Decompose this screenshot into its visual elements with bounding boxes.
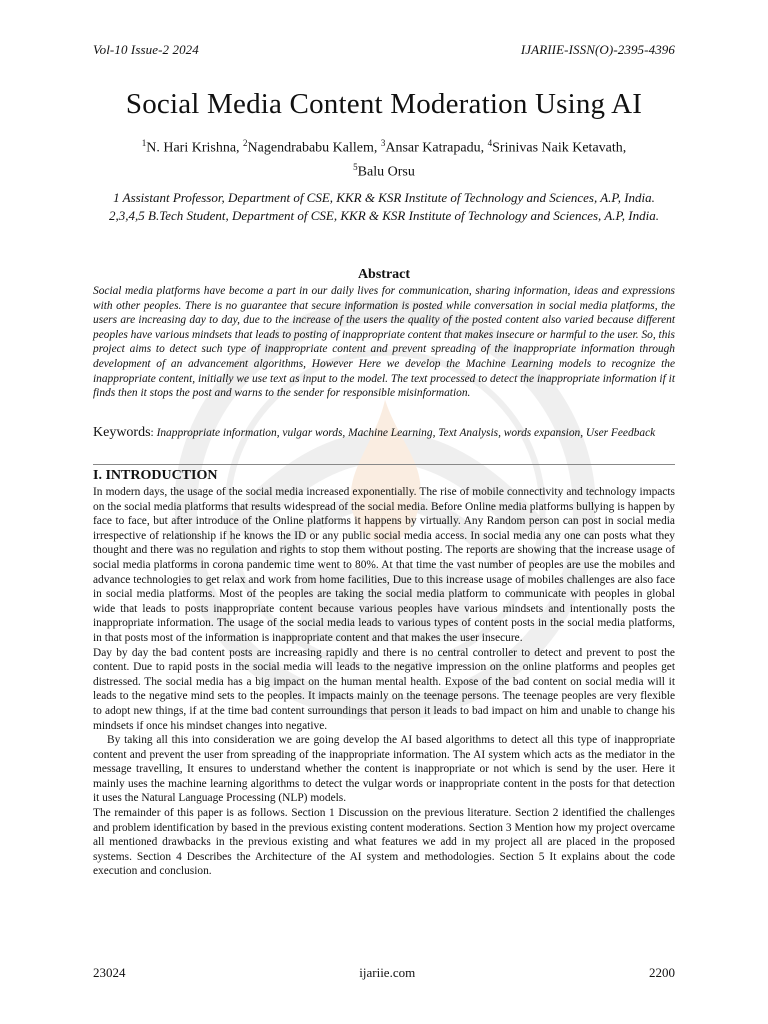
- author-5-name: Balu Orsu: [357, 164, 415, 180]
- footer-site: ijariie.com: [359, 965, 416, 980]
- intro-paragraph-4: The remainder of this paper is as follows. Section 1 Discussion on the previous literature. Section 2 identified the challenges and problem identification by based in the previous existing content moderations. Section 3 Mention how my project overcame all mentioned drawbacks in the previous existing and what features we add in my project all are placed in the proposed systems. Section 4 Describes the Architecture of the AI system and methodologies. Section 5 It explains about the code execution and conclusion.: [93, 807, 675, 878]
- keywords: [93, 426, 675, 441]
- author-2-superscript: 2: [243, 138, 248, 148]
- keywords-label: Keywords: [93, 425, 151, 440]
- intro-paragraph-1: In modern days, the usage of the social media increased exponentially. The rise of mobile connectivity and technology impacts on the social media platforms that results widespread of the social media. Before Online media platforms bullying is happen by face to face, but after introduce of the Online platforms it happens by virtually. Any Random person can post in social media irrespective of relationship if he knows the ID or any public social media access. In social media any one can posts what they thought and there was no regulation and rights to stop them without posting. The reports are showing that the increase usage of social media platforms in corona pandemic time went to 80%. At that time the vast number of peoples are use the mobiles and advance technologies to get relax and work from home facilities, Due to this increase usage of mobiles challenges are also face in social media platforms. Most of the peoples are taking the social media platform to communicate with peoples in global wide that leads to posts inappropriate content because various peoples have various mindsets and intentionally posts the inappropriate information. The usage of the social media leads to various types of content posts in the social media platforms, in that posts most of the information is inappropriate content and that makes the user insecure.: [93, 486, 675, 644]
- introduction-heading: I. INTRODUCTION: [93, 468, 218, 483]
- abstract-heading: Abstract: [357, 267, 411, 282]
- author-4-superscript: 4: [487, 138, 493, 148]
- author-4-name: Srinivas Naik Ketavath,: [492, 140, 627, 156]
- journal-issn: IJARIIE-ISSN(O)-2395-4396: [520, 42, 675, 57]
- intro-paragraph-2: Day by day the bad content posts are increasing rapidly and there is no central controller to detect and prevent to post the content. Due to rapid posts in the social media will leads to the negative impression on the online platforms and peoples get distressed. The social media has a big impact on the human mental health. Expose of the bad content on social media will it leads to the negative mind sets to the peoples. It impacts mainly on the teenage persons. The teenage peoples are very flexible to adopt new things, if at the time bad content surroundings that person it leads to bad impact on him and unable to change his mindsets if once his mindset changes into negative.: [93, 646, 675, 732]
- footer-paper-id: 23024: [93, 965, 126, 980]
- intro-paragraph-3: By taking all this into consideration we are going develop the AI based algorithms to detect all this type of inappropriate content and prevent the user from spreading of the inappropriate information. The AI system which acts as the mediator in the message travelling, It ensures to understand whether the content is inappropriate or not which is send by the user. Here it mainly uses the machine learning algorithms to detect the vulgar words or inappropriate content in the posts for that detection it uses the Natural Language Processing (NLP) models.: [93, 734, 675, 805]
- author-3-name: Ansar Katrapadu,: [385, 140, 488, 156]
- introduction-body: [93, 485, 675, 879]
- footer-page-number: 2200: [648, 965, 675, 980]
- journal-volume: Vol-10 Issue-2 2024: [93, 42, 199, 57]
- section-divider: [93, 464, 675, 465]
- author-list: [100, 134, 668, 181]
- author-1-superscript: 1: [141, 138, 147, 148]
- paper-title: Social Media Content Moderation Using AI: [125, 88, 643, 120]
- affiliation-1: 1 Assistant Professor, Department of CSE, KKR & KSR Institute of Technology and Sciences, A.P, India.: [113, 190, 655, 205]
- page-footer: [93, 965, 675, 981]
- author-1-name: N. Hari Krishna,: [146, 140, 244, 156]
- abstract-body: Social media platforms have become a part in our daily lives for communication, sharing information, ideas and expressions with other peoples. There is no guarantee that secure information is posted while conversation in social media platforms, the users are increasing day to day, due to the increase of the users the quality of the posted content also varied because different peoples have various mindsets that leads to posting of inappropriate content that makes insecure or harmful to the user. So, this project aims to detect such type of inappropriate content and prevent spreading of the inappropriate information through development of an advancement algorithms, However Here we develop the Machine Learning models to recognize the inappropriate content, initially we use text as input to the model. The text processed to detect the inappropriate information if it finds then it stops the post and warns to the sender for responsible misinformation.: [93, 285, 675, 400]
- affiliation-2: 2,3,4,5 B.Tech Student, Department of CSE, KKR & KSR Institute of Technology and Sciences, A.P, India.: [109, 208, 659, 223]
- author-2-name: Nagendrababu Kallem,: [247, 140, 381, 156]
- affiliations: [95, 190, 673, 226]
- author-3-superscript: 3: [380, 138, 386, 148]
- running-head: [93, 42, 675, 58]
- author-5-superscript: 5: [353, 161, 358, 172]
- keywords-separator: :: [150, 427, 157, 439]
- keywords-text: Inappropriate information, vulgar words, Machine Learning, Text Analysis, words expansion, User Feedback: [156, 427, 656, 439]
